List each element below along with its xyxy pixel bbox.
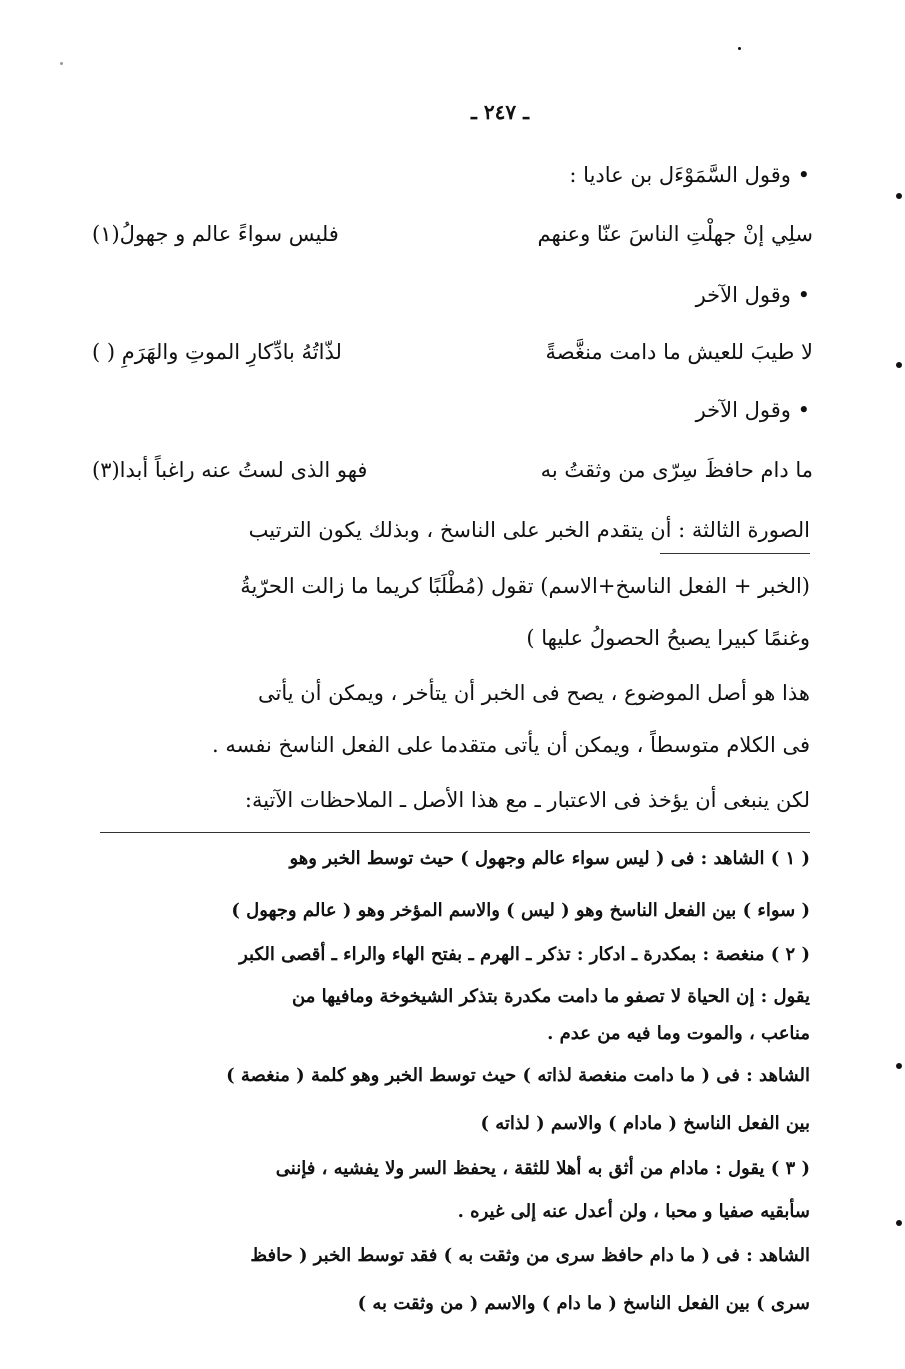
scan-speck — [896, 1220, 902, 1226]
verse-3-second-hemistich: فهو الذى لستُ عنه راغباً أبدا(٣) — [92, 458, 368, 482]
footnote-line: ( ٢ ) منغصة : بمكدرة ـ ادكار : تذكر ـ الهرم ـ بفتح الهاء والراء ـ أقصى الكبر — [239, 944, 810, 965]
verse-1-second-hemistich: فليس سواءً عالم و جهولُ(١) — [92, 222, 339, 246]
scan-speck — [896, 362, 902, 368]
footnote-line: بين الفعل الناسخ ( مادام ) والاسم ( لذاته ) — [480, 1113, 810, 1134]
footnote-line: ( ١ ) الشاهد : فى ( ليس سواء عالم وجهول ) حيث توسط الخبر وهو — [289, 848, 810, 869]
body-line: لكن ينبغى أن يؤخذ فى الاعتبار ـ مع هذا الأصل ـ الملاحظات الآتية: — [244, 788, 810, 812]
verse-intro-2: • وقول الآخر — [695, 283, 810, 307]
footnote-line: الشاهد : فى ( ما دام حافظ سرى من وثقت به ) فقد توسط الخبر ( حافظ — [250, 1245, 810, 1266]
verse-1 — [92, 222, 813, 246]
footnote-line: يقول : إن الحياة لا تصفو ما دامت مكدرة بتذكر الشيخوخة ومافيها من — [292, 986, 810, 1007]
page-number: ـ ٢٤٧ ـ — [471, 100, 529, 124]
verse-2 — [92, 340, 813, 364]
footnote-line: مناعب ، والموت وما فيه من عدم . — [547, 1023, 810, 1044]
body-line: فى الكلام متوسطاً ، ويمكن أن يأتى متقدما على الفعل الناسخ نفسه . — [211, 733, 810, 757]
verse-intro-3: • وقول الآخر — [695, 398, 810, 422]
scan-speck — [60, 62, 63, 65]
scan-speck — [896, 1063, 902, 1069]
verse-1-first-hemistich: سلِي إنْ جهلْتِ الناسَ عنّا وعنهم — [537, 222, 813, 246]
verse-2-first-hemistich: لا طيبَ للعيش ما دامت منغَّصةً — [545, 340, 813, 364]
underline-mark — [660, 553, 810, 554]
verse-3-first-hemistich: ما دام حافظَ سِرّى من وثقتُ به — [540, 458, 813, 482]
body-line: وغنمًا كبيرا يصبحُ الحصولُ عليها ) — [526, 626, 810, 650]
verse-2-second-hemistich: لذّاتُهُ بادِّكارِ الموتِ والهَرَمِ ( ) — [92, 340, 342, 364]
footnote-separator — [100, 832, 810, 833]
footnote-line: ( سواء ) بين الفعل الناسخ وهو ( ليس ) والاسم المؤخر وهو ( عالم وجهول ) — [231, 900, 810, 921]
footnote-line: الشاهد : فى ( ما دامت منغصة لذاته ) حيث توسط الخبر وهو كلمة ( منغصة ) — [226, 1065, 810, 1086]
body-line: هذا هو أصل الموضوع ، يصح فى الخبر أن يتأخر ، ويمكن أن يأتى — [257, 681, 810, 705]
verse-intro-1: • وقول السَّمَوْءَل بن عاديا : — [569, 163, 810, 187]
body-line: (الخبر + الفعل الناسخ+الاسم) تقول (مُطْلَبًا كريما ما زالت الحرّيةُ — [240, 574, 810, 598]
verse-3 — [92, 458, 813, 482]
footnote-line: سأبقيه صفيا و محبا ، ولن أعدل عنه إلى غيره . — [457, 1201, 810, 1222]
scan-speck — [896, 193, 902, 199]
footnote-line: سرى ) بين الفعل الناسخ ( ما دام ) والاسم ( من وثقت به ) — [357, 1293, 810, 1314]
body-line: الصورة الثالثة : أن يتقدم الخبر على الناسخ ، وبذلك يكون الترتيب — [248, 518, 810, 542]
footnote-line: ( ٣ ) يقول : مادام من أثق به أهلا للثقة ، يحفظ السر ولا يفشيه ، فإننى — [275, 1158, 810, 1179]
scan-speck — [738, 47, 741, 50]
